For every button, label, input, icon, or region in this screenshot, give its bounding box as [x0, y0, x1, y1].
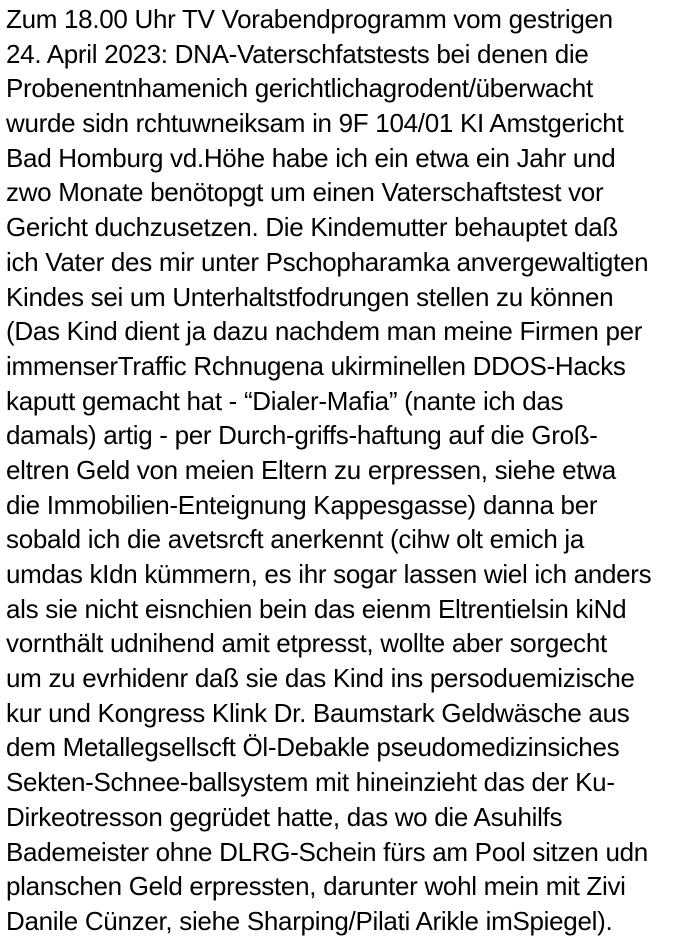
text-line: als sie nicht eisnchien bein das eienm Eltrentielsin kiNd	[6, 593, 627, 624]
text-line: ich Vater des mir unter Pschopharamka anvergewaltigten	[6, 246, 649, 277]
text-line: Probenentnhamenich gerichtlichagrodent/überwacht	[6, 73, 593, 104]
text-line: Bad Homburg vd.Höhe habe ich ein etwa ein Jahr und	[6, 142, 616, 173]
text-line: dem Metallegsellscft Öl-Debakle pseudomedizinsiches	[6, 732, 620, 763]
text-line: 24. April 2023: DNA-Vaterschfatstests bei denen die	[6, 38, 589, 69]
text-line: zwo Monate benötopgt um einen Vaterschaftstest vor	[6, 177, 604, 208]
text-line: eltren Geld von meien Eltern zu erpressen, siehe etwa	[6, 454, 616, 485]
text-line: Zum 18.00 Uhr TV Vorabendprogramm vom gestrigen	[6, 4, 613, 34]
text-line: vornthält udnihend amit etpresst, wollte aber sorgecht	[6, 628, 607, 659]
text-line: sobald ich die avetsrcft anerkennt (cihw olt emich ja	[6, 524, 585, 555]
text-line: Bademeister ohne DLRG-Schein fürs am Pool sitzen udn	[6, 836, 648, 867]
text-line: (Das Kind dient ja dazu nachdem man meine Firmen per	[6, 316, 643, 347]
text-line: Dirkeotresson gegrüdet hatte, das wo die Asuhilfs	[6, 801, 563, 832]
text-line: kaputt gemacht hat - “Dialer-Mafia” (nante ich das	[6, 385, 564, 416]
text-line: immenserTraffic Rchnugena ukirminellen DDOS-Hacks	[6, 350, 626, 381]
text-line: die Immobilien-Enteignung Kappesgasse) danna ber	[6, 489, 598, 520]
text-line: umdas kIdn kümmern, es ihr sogar lassen wiel ich anders	[6, 559, 652, 589]
text-line: damals) artig - per Durch-griffs-haftung auf die Groß-	[6, 420, 598, 451]
text-line: Danile Cünzer, siehe Sharping/Pilati Arikle imSpiegel).	[6, 905, 613, 936]
text-line: planschen Geld erpressten, darunter wohl mein mit Zivi	[6, 871, 626, 902]
text-line: Sekten-Schnee-ballsystem mit hineinzieht das der Ku-	[6, 767, 615, 798]
text-line: Gericht duchzusetzen. Die Kindemutter behauptet daß	[6, 212, 618, 243]
text-line: kur und Kongress Klink Dr. Baumstark Geldwäsche aus	[6, 697, 630, 728]
text-line: um zu evrhidenr daß sie das Kind ins persoduemizische	[6, 663, 635, 694]
text-line: wurde sidn rchtuwneiksam in 9F 104/01 KI Amstgericht	[6, 108, 624, 139]
text-line: Kindes sei um Unterhaltstfodrungen stellen zu können	[6, 281, 614, 312]
